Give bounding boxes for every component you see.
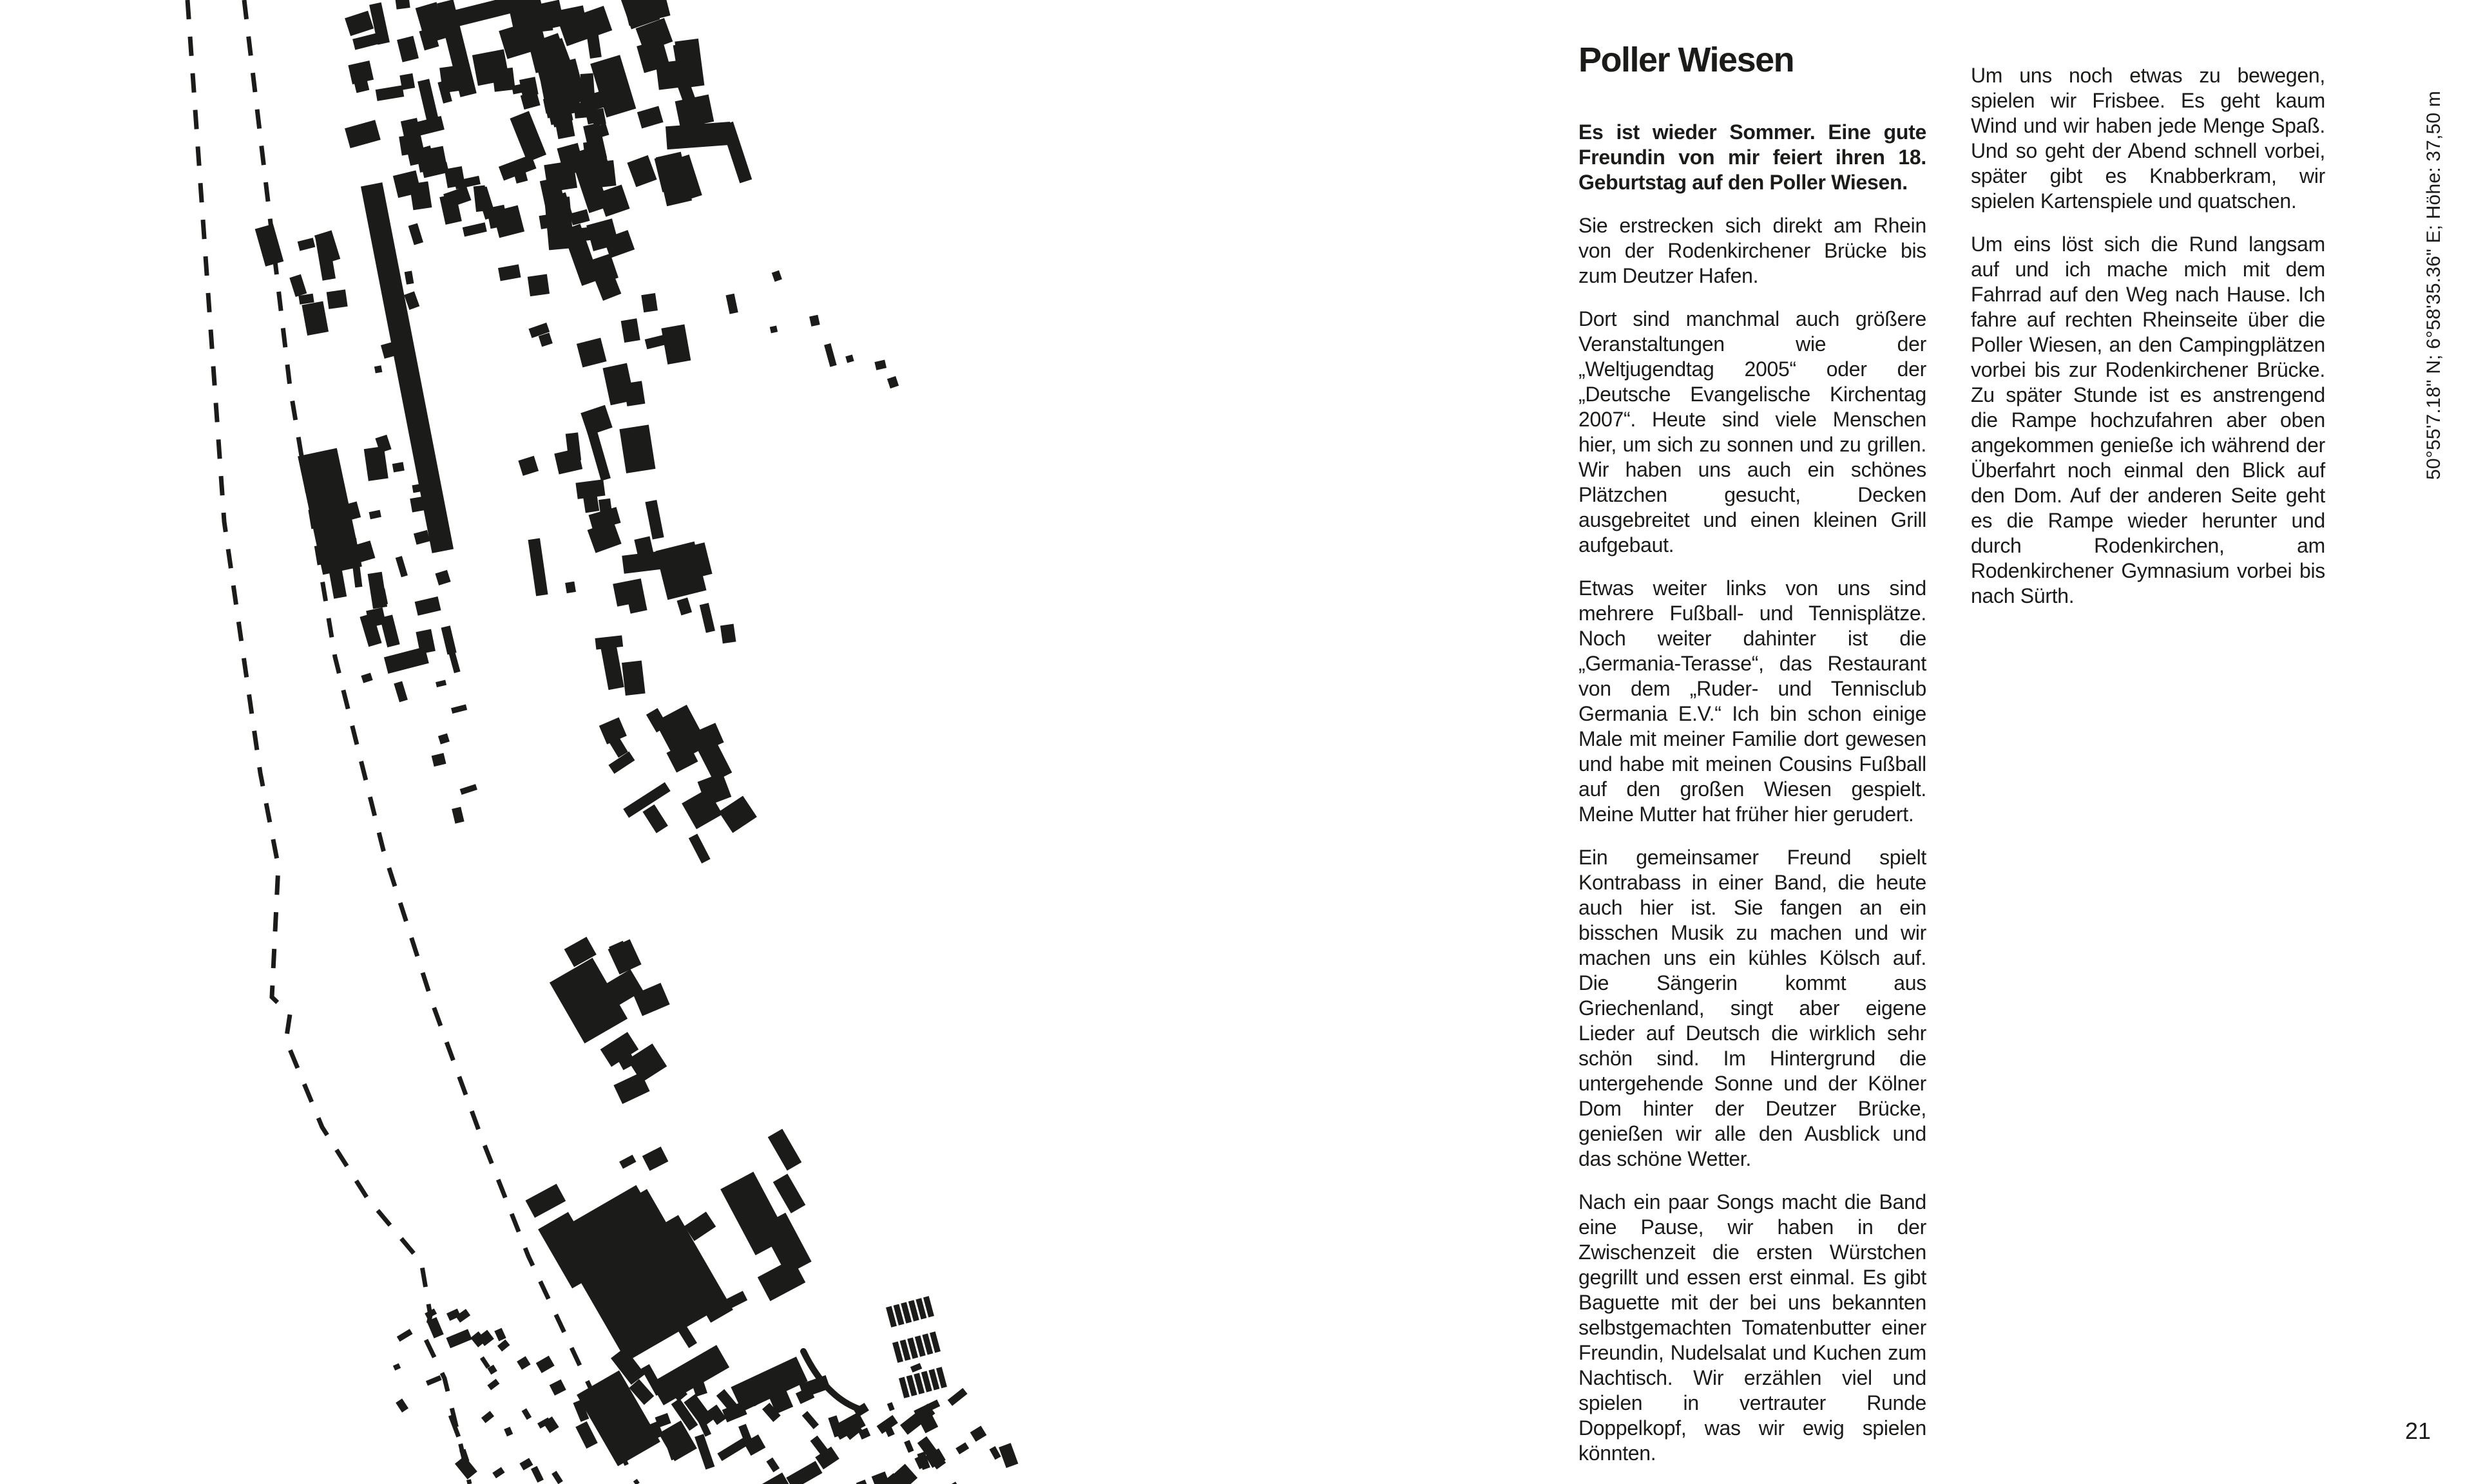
building-footprint bbox=[463, 222, 487, 236]
building-footprint bbox=[345, 11, 374, 36]
curved-road bbox=[803, 1351, 858, 1409]
building-footprint bbox=[645, 500, 664, 540]
building-footprint bbox=[298, 238, 316, 251]
building-footprint bbox=[910, 1363, 922, 1373]
building-footprint bbox=[724, 1291, 747, 1309]
building-footprint bbox=[760, 1472, 789, 1484]
building-footprint bbox=[725, 294, 738, 314]
building-footprint bbox=[446, 643, 461, 673]
building-footprint bbox=[525, 1184, 566, 1218]
building-footprint bbox=[497, 1340, 510, 1352]
building-footprint bbox=[415, 596, 441, 616]
body-paragraph: Nach ein paar Songs macht die Band eine Pause, wir haben in der Zwischenzeit die ersten Würstchen gegrillt und essen erst einmal. Es gibt Baguette mit der bei uns bekannten selbstgemachten Tomatenbutter einer Freundin, Nudelsalat und Kuchen zum Nachtisch. Wir erzählen viel und spielen in vertrauter Runde Doppelkopf, was wir ewig spielen könnten. bbox=[1578, 1190, 1926, 1465]
building-footprint bbox=[642, 804, 667, 833]
building-footprint bbox=[369, 510, 381, 520]
building-footprint bbox=[374, 365, 382, 373]
building-footprint bbox=[412, 484, 421, 493]
building-footprint bbox=[399, 135, 416, 156]
building-footprint bbox=[352, 33, 379, 50]
coordinates-sidebar: 50°55'7.18" N; 6°58'35.36" E; Höhe: 37,50 m bbox=[2423, 90, 2444, 480]
map-figure bbox=[0, 0, 1160, 1484]
row-buildings-group bbox=[886, 1296, 934, 1327]
building-footprint bbox=[720, 624, 736, 644]
building-footprint bbox=[661, 324, 691, 364]
building-footprint bbox=[572, 227, 591, 242]
building-footprint bbox=[554, 448, 582, 475]
building-footprint bbox=[329, 569, 347, 599]
building-footprint bbox=[438, 733, 450, 744]
building-footprint bbox=[392, 462, 405, 472]
page-number: 21 bbox=[2405, 1418, 2431, 1444]
building-footprint bbox=[345, 120, 381, 148]
building-footprint bbox=[551, 1471, 563, 1484]
building-footprint bbox=[565, 582, 576, 593]
building-footprint bbox=[492, 68, 515, 92]
building-footprint bbox=[492, 1467, 504, 1479]
building-footprint bbox=[528, 538, 548, 596]
building-footprint bbox=[904, 1440, 914, 1453]
building-footprint bbox=[887, 376, 899, 388]
building-footprint bbox=[460, 784, 477, 795]
building-footprint bbox=[396, 1398, 408, 1413]
building-footprint bbox=[481, 1411, 494, 1423]
building-footprint bbox=[695, 734, 733, 782]
body-paragraph: Um eins löst sich die Rund langsam auf und ich mache mich mit dem Fahrrad auf den Weg nach Hause. Ich fahre auf rechten Rheinseite über die Poller Wiesen, an den Campingplätzen vorbei bis zur Rodenkirchener Brücke. Zu später Stunde ist es anstrengend die Rampe hochzufahren aber oben angekommen genieße ich während der Überfahrt noch einmal den Blick auf den Dom. Auf der anderen Seite geht es die Rampe wieder herunter und durch Rodenkirchen, am Rodenkirchener Gymnasium vorbei bis nach Sürth. bbox=[1971, 233, 2325, 607]
body-paragraph: Ein gemeinsamer Freund spielt Kontrabass in einer Band, die heute auch hier ist. Sie fangen an ein bisschen Musik zu machen und wir machen uns ein kühles Kölsch auf. Die Sängerin kommt aus Griechenland, singt aber eigene Lieder auf Deutsch die wirklich sehr schön sind. Im Hintergrund die untergehende Sonne und der Kölner Dom hinter der Deutzer Brücke, genießen wir alle den Ausblick und das schöne Wetter. bbox=[1578, 846, 1926, 1170]
building-footprint bbox=[999, 1443, 1018, 1468]
building-footprint bbox=[480, 1356, 490, 1369]
building-footprint bbox=[427, 1317, 443, 1338]
building-footprint bbox=[768, 1129, 802, 1171]
row-buildings-group bbox=[892, 1331, 941, 1363]
body-paragraph: Dort sind manchmal auch größere Veranstaltungen wie der „Weltjugendtag 2005“ oder der „Deutsche Evangelische Kirchentag 2007“. Heute sind viele Menschen hier, um sich zu sonnen und zu grillen. Wir haben uns auch ein schönes Plätzchen gesucht, Decken ausgebreitet und einen kleinen Grill aufgebaut. bbox=[1578, 307, 1926, 556]
building-footprint bbox=[510, 111, 546, 162]
building-footprint bbox=[327, 289, 348, 309]
building-footprint bbox=[770, 326, 778, 334]
building-footprint bbox=[395, 0, 410, 10]
building-footprint bbox=[426, 1375, 442, 1385]
building-footprint bbox=[675, 95, 714, 129]
building-footprint bbox=[642, 1146, 669, 1171]
body-paragraph: Um uns noch etwas zu bewegen, spielen wir Frisbee. Es geht kaum Wind und wir haben jede Menge Spaß. Und so geht der Abend schnell vorbei, später gibt es Knabberkram, wir spielen Kartenspiele und quatschen. bbox=[1971, 64, 2325, 213]
building-footprint bbox=[885, 1464, 917, 1484]
building-footprint bbox=[689, 833, 711, 863]
intro-paragraph: Es ist wieder Sommer. Eine gute Freundin von mir feiert ihren 18. Geburtstag auf den Poller Wiesen. bbox=[1578, 120, 1926, 194]
building-footprint bbox=[498, 264, 521, 281]
building-footprint bbox=[622, 661, 646, 696]
body-paragraph: Etwas weiter links von uns sind mehrere Fußball- und Tennisplätze. Noch weiter dahinter ist die „Germania-Terasse“, das Restaurant von dem „Ruder- und Tennisclub Germania E.V.“ Ich bin schon einige Male mit meiner Familie dort gewesen und habe mit meinen Cousins Fußball auf den großen Wiesen gespielt. Meine Mutter hat früher hier gerudert. bbox=[1578, 576, 1926, 826]
building-footprint bbox=[504, 1427, 513, 1436]
building-footprint bbox=[289, 274, 307, 297]
building-footprint bbox=[380, 614, 400, 647]
building-footprint bbox=[302, 301, 329, 336]
building-footprint bbox=[436, 680, 446, 688]
shoreline-dashed-line bbox=[187, 0, 470, 1484]
building-footprint bbox=[721, 122, 752, 184]
building-footprint bbox=[641, 293, 658, 312]
building-footprint bbox=[408, 223, 423, 245]
building-footprint bbox=[772, 271, 782, 282]
body-paragraph: Sie erstrecken sich direkt am Rhein von der Rodenkirchener Brücke bis zum Deutzer Hafen. bbox=[1578, 214, 1926, 287]
building-footprint bbox=[518, 456, 539, 476]
building-footprint bbox=[384, 647, 429, 674]
building-footprint bbox=[376, 85, 405, 101]
building-footprint bbox=[519, 1458, 533, 1470]
building-footprint bbox=[577, 338, 607, 367]
building-footprint bbox=[955, 1442, 969, 1454]
building-footprint bbox=[624, 381, 645, 406]
building-footprint bbox=[622, 551, 664, 573]
building-footprint bbox=[786, 1461, 822, 1484]
building-footprint bbox=[409, 181, 432, 210]
building-footprint bbox=[405, 271, 414, 284]
building-footprint bbox=[494, 1328, 506, 1342]
building-footprint bbox=[435, 570, 450, 585]
building-footprint bbox=[773, 1174, 806, 1213]
building-footprint bbox=[948, 1388, 968, 1406]
building-footprint bbox=[364, 446, 388, 481]
building-footprint bbox=[531, 1466, 544, 1483]
building-footprint bbox=[619, 424, 655, 473]
building-footprint bbox=[528, 274, 550, 297]
building-footprint bbox=[397, 36, 419, 62]
building-footprint bbox=[393, 1363, 401, 1370]
building-footprint bbox=[432, 753, 446, 766]
building-footprint bbox=[676, 598, 692, 616]
building-footprint bbox=[608, 939, 642, 975]
building-footprint bbox=[517, 1356, 530, 1370]
building-footprint bbox=[255, 224, 284, 267]
building-footprint bbox=[619, 1155, 636, 1169]
building-footprint bbox=[536, 1356, 555, 1373]
building-footprint bbox=[874, 360, 887, 370]
building-footprint bbox=[446, 1329, 472, 1348]
building-footprint bbox=[948, 1481, 961, 1484]
building-footprint bbox=[550, 1379, 566, 1395]
building-footprint bbox=[599, 718, 627, 745]
building-footprint bbox=[397, 1329, 413, 1342]
building-footprint bbox=[824, 343, 837, 367]
row-buildings-group bbox=[899, 1367, 947, 1398]
building-footprint bbox=[570, 209, 590, 225]
building-footprint bbox=[522, 1408, 532, 1420]
building-footprint bbox=[394, 681, 408, 702]
building-footprint bbox=[700, 603, 715, 633]
building-footprint bbox=[455, 1456, 477, 1479]
building-footprint bbox=[396, 556, 408, 577]
building-footprint bbox=[410, 497, 426, 513]
building-footprint bbox=[542, 1416, 559, 1433]
building-footprint bbox=[809, 315, 820, 327]
building-footprint bbox=[637, 106, 664, 128]
building-footprint bbox=[452, 807, 464, 824]
building-footprint bbox=[766, 1458, 780, 1472]
building-footprint bbox=[451, 705, 467, 714]
article-column-1 bbox=[1578, 120, 1926, 1484]
building-footprint bbox=[414, 530, 430, 545]
building-footprint bbox=[970, 1426, 987, 1442]
building-footprint bbox=[695, 1434, 714, 1469]
building-footprint bbox=[361, 672, 372, 683]
building-footprint bbox=[845, 354, 854, 363]
building-footprint bbox=[627, 155, 657, 187]
building-footprint bbox=[887, 1402, 895, 1411]
building-footprint bbox=[487, 1379, 499, 1391]
page-title: Poller Wiesen bbox=[1578, 41, 1794, 79]
article-column-2 bbox=[1971, 63, 2325, 627]
building-footprint bbox=[621, 318, 640, 343]
building-footprint bbox=[802, 1411, 819, 1429]
